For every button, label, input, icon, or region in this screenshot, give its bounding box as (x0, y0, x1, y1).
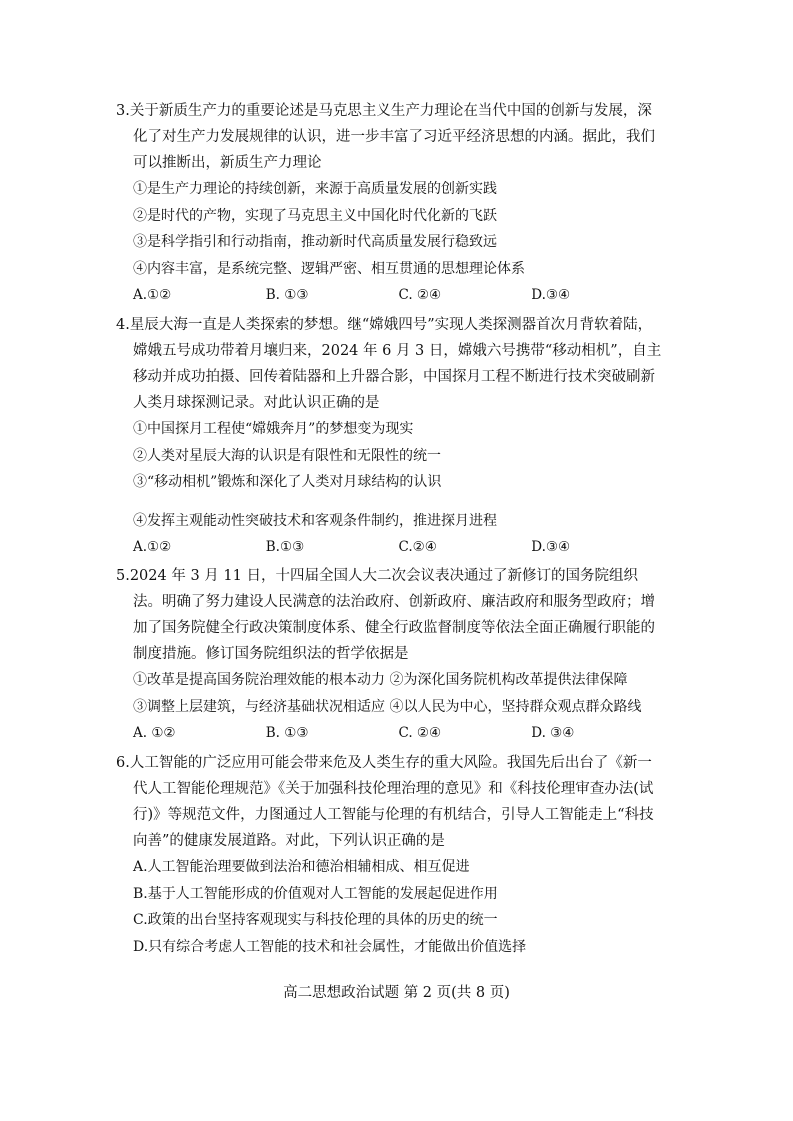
question-5-statement-2: ③调整上层建筑，与经济基础状况相适应 ④以人民为中心，坚持群众观点群众路线 (133, 698, 642, 715)
question-6-stem: 6.人工智能的广泛应用可能会带来危及人类生存的重大风险。我国先后出台了《新一代人工智能伦理规范》《关于加强科技伦理治理的意见》和《科技伦理审查办法(试行)》等规范文件，力图通过人工智能与伦理的有机结合，引导人工智能走上“科技向善”的健康发展道路。对此，下列认识正确的是 (116, 755, 654, 849)
question-3-statement-4: ④内容丰富，是系统完整、逻辑严密、相互贯通的思想理论体系 (133, 260, 525, 277)
question-5-statement-1: ①改革是提高国务院治理效能的根本动力 ②为深化国务院机构改革提供法律保障 (133, 672, 628, 688)
question-3-statement-2: ②是时代的产物，实现了马克思主义中国化时代化新的飞跃 (133, 207, 497, 224)
question-5-stem: 5.2024 年 3 月 11 日，十四届全国人大二次会议表决通过了新修订的国务院组织法。明确了努力建设人民满意的法治政府、创新政府、廉洁政府和服务型政府；增加了国务院健全行政决策制度体系、健全行政监督制度等依法全面正确履行职能的制度措施。修订国务院组织法的哲学依据是 (116, 568, 655, 662)
question-6-choice-a[interactable]: A.人工智能治理要做到法治和德治相辅相成、相互促进 (133, 859, 470, 875)
question-4 (116, 312, 664, 560)
question-4-options (116, 534, 664, 560)
question-5-option-d[interactable]: D. ③④ (531, 725, 575, 741)
question-4-option-d[interactable]: D.③④ (531, 539, 571, 555)
question-4-statement-3: ③“移动相机”锻炼和深化了人类对月球结构的认识 (133, 474, 442, 490)
question-3-option-b[interactable]: B. ①③ (265, 287, 309, 303)
question-6-choice-c[interactable]: C.政策的出台坚持客观现实与科技伦理的具体的历史的统一 (133, 912, 498, 928)
question-4-statement-2: ②人类对星辰大海的认识是有限性和无限性的统一 (133, 447, 441, 464)
question-3-statement-1: ①是生产力理论的持续创新，来源于高质量发展的创新实践 (133, 181, 497, 197)
question-6 (116, 750, 664, 960)
question-4-option-a[interactable]: A.①② (133, 539, 172, 555)
page-footer: 高二思想政治试题 第 2 页(共 8 页) (283, 985, 510, 1001)
question-3-option-c[interactable]: C. ②④ (398, 287, 442, 303)
question-3-option-d[interactable]: D.③④ (531, 287, 571, 303)
question-3 (116, 98, 664, 308)
question-5-options (116, 720, 664, 746)
question-3-options (116, 282, 664, 308)
question-4-statement-1: ①中国探月工程使“嫦娥奔月”的梦想变为现实 (133, 421, 414, 437)
question-5-option-c[interactable]: C. ②④ (398, 725, 442, 741)
question-4-option-c[interactable]: C.②④ (398, 539, 437, 555)
question-3-statement-3: ③是科学指引和行动指南，推动新时代高质量发展行稳致远 (133, 234, 497, 250)
question-6-choice-d[interactable]: D.只有综合考虑人工智能的技术和社会属性，才能做出价值选择 (133, 938, 527, 955)
question-4-option-b[interactable]: B.①③ (265, 539, 305, 555)
question-5-option-a[interactable]: A. ①② (133, 725, 176, 741)
question-5 (116, 563, 664, 746)
question-6-choice-b[interactable]: B.基于人工智能形成的价值观对人工智能的发展起促进作用 (133, 885, 498, 902)
question-4-stem: 4.星辰大海一直是人类探索的梦想。继“嫦娥四号”实现人类探测器首次月背软着陆，嫦娥五号成功带着月壤归来，2024 年 6 月 3 日，嫦娥六号携带“移动相机”，自主移动并成功拍摄、回传着陆器和上升器合影，中国探月工程不断进行技术突破刷新人类月球探测记录。对此认识正确的是 (116, 317, 662, 411)
question-3-stem: 3.关于新质生产力的重要论述是马克思主义生产力理论在当代中国的创新与发展，深化了对生产力发展规律的认识，进一步丰富了习近平经济思想的内涵。据此，我们可以推断出，新质生产力理论 (116, 103, 655, 171)
question-4-statement-4: ④发挥主观能动性突破技术和客观条件制约，推进探月进程 (133, 512, 497, 529)
question-3-option-a[interactable]: A.①② (133, 287, 172, 303)
question-5-option-b[interactable]: B. ①③ (265, 725, 309, 741)
